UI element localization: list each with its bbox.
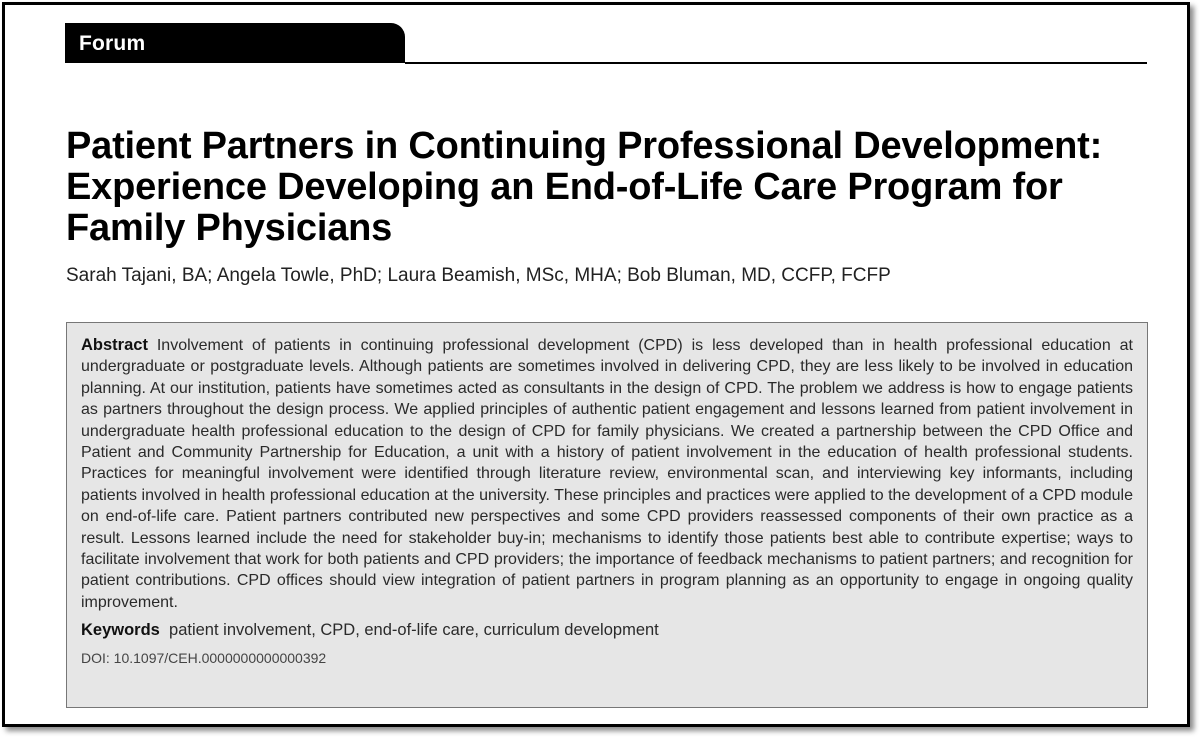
article-title: Patient Partners in Continuing Professional Development: Experience Developing an End-of-Life Care Program for Family Physicians (66, 125, 1103, 249)
keywords-line (81, 619, 1133, 641)
keywords-text: patient involvement, CPD, end-of-life care, curriculum development (169, 621, 659, 640)
doi: DOI: 10.1097/CEH.0000000000000392 (81, 650, 327, 667)
section-header-rule (405, 62, 1147, 64)
abstract-box (66, 322, 1148, 708)
section-header-tab (65, 23, 405, 63)
abstract-body: Involvement of patients in continuing professional development (CPD) is less developed than in health professional education at undergraduate or postgraduate levels. Although patients are sometimes involved in delivering CPD, they are less likely to be involved in education planning. At our institution, patients have sometimes acted as consultants in the design of CPD. The problem we address is how to engage patients as partners throughout the design process. We applied principles of authentic patient engagement and lessons learned from patient involvement in undergraduate health professional education to the design of CPD for family physicians. We created a partnership between the CPD Office and Patient and Community Partnership for Education, a unit with a history of patient involvement in the education of health professional students. Practices for meaningful involvement were identified through literature review, environmental scan, and interviewing key informants, including patients involved in health professional education at the university. These principles and practices were applied to the development of a CPD module on end-of-life care. Patient partners contributed new perspectives and some CPD providers reassessed components of their own practice as a result. Lessons learned include the need for stakeholder buy-in; mechanisms to identify those patients best able to contribute expertise; ways to facilitate involvement that work for both patients and CPD providers; the importance of feedback mechanisms to patient partners; and recognition for patient contributions. CPD offices should view integration of patient partners in program planning as an opportunity to engage in ongoing quality improvement. (81, 337, 1133, 611)
author-list: Sarah Tajani, BA; Angela Towle, PhD; Laura Beamish, MSc, MHA; Bob Bluman, MD, CCFP, FCFP (66, 265, 891, 286)
keywords-label: Keywords (81, 621, 160, 640)
abstract-label: Abstract (81, 336, 148, 354)
abstract-paragraph (81, 335, 1133, 613)
section-label: Forum (79, 32, 146, 55)
